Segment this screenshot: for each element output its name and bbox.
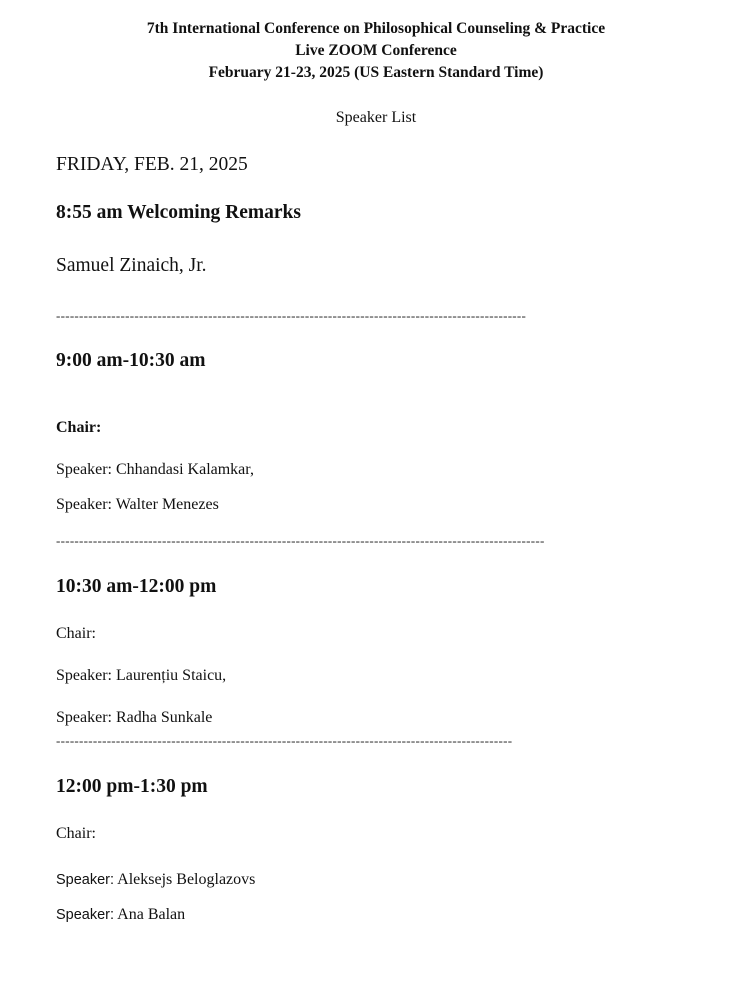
welcome-speaker: Samuel Zinaich, Jr. bbox=[56, 255, 207, 276]
speaker-prefix: Speaker: bbox=[56, 667, 112, 684]
conference-format: Live ZOOM Conference bbox=[295, 42, 457, 59]
speaker-name: Walter Menezes bbox=[115, 496, 219, 513]
speaker-line bbox=[56, 461, 254, 479]
speaker-prefix: Speaker: bbox=[56, 907, 115, 923]
session-time: 10:30 am-12:00 pm bbox=[56, 576, 217, 597]
session-chair: Chair: bbox=[56, 419, 102, 436]
speaker-name: Laurențiu Staicu, bbox=[115, 667, 227, 684]
day-heading: FRIDAY, FEB. 21, 2025 bbox=[56, 154, 248, 175]
divider: ------------------------------------------------------------------------------------------------------ bbox=[56, 308, 527, 323]
session-chair: Chair: bbox=[56, 625, 96, 642]
speaker-name: Chhandasi Kalamkar, bbox=[115, 461, 254, 478]
conference-header bbox=[0, 18, 752, 84]
session-time: 9:00 am-10:30 am bbox=[56, 350, 206, 371]
speaker-line bbox=[56, 496, 219, 514]
speaker-prefix: Speaker: bbox=[56, 461, 112, 478]
speaker-name: Radha Sunkale bbox=[115, 709, 213, 726]
speaker-line bbox=[56, 709, 212, 727]
speaker-prefix: Speaker: bbox=[56, 709, 112, 726]
speaker-name: Aleksejs Beloglazovs bbox=[117, 871, 256, 888]
welcome-title: 8:55 am Welcoming Remarks bbox=[56, 202, 301, 223]
speaker-line bbox=[56, 667, 226, 685]
divider: ---------------------------------------------------------------------------------------------------------- bbox=[56, 533, 545, 548]
divider: --------------------------------------------------------------------------------------------------- bbox=[56, 733, 513, 748]
session-time: 12:00 pm-1:30 pm bbox=[56, 776, 208, 797]
conference-dates: February 21-23, 2025 (US Eastern Standard Time) bbox=[208, 64, 544, 81]
speaker-list-title: Speaker List bbox=[335, 109, 417, 126]
speaker-name: Ana Balan bbox=[117, 906, 186, 923]
conference-title: 7th International Conference on Philosophical Counseling & Practice bbox=[146, 20, 606, 37]
speaker-prefix: Speaker: bbox=[56, 872, 115, 888]
speaker-prefix: Speaker: bbox=[56, 496, 112, 513]
session-chair: Chair: bbox=[56, 825, 96, 842]
speaker-line bbox=[56, 906, 185, 924]
speaker-line bbox=[56, 871, 255, 889]
